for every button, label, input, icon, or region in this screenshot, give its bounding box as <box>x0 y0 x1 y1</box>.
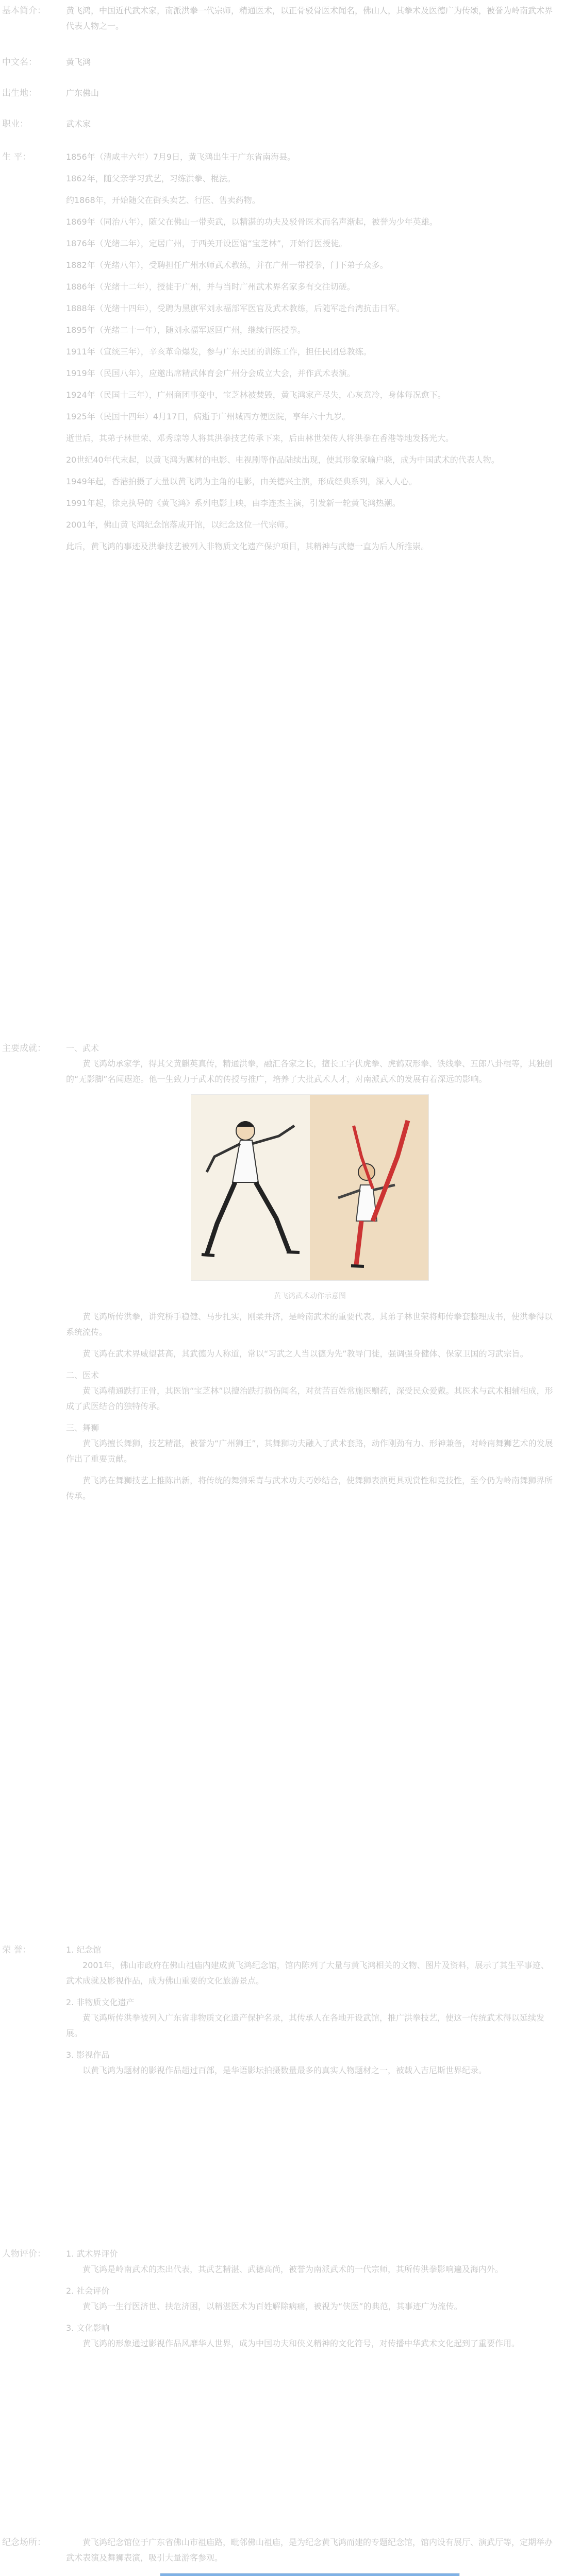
evaluation-para-2: 黄飞鸿一生行医济世、扶危济困，以精湛医术为百姓解除病痛，被视为“侠医”的典范，其事迹广为流传。 <box>82 2301 462 2311</box>
achievements-heading-medicine: 二、医术 <box>66 1370 99 1380</box>
honors-section <box>2 1942 564 2084</box>
timeline-entry: 1911年（宣统三年），辛亥革命爆发，参与广东民团的训练工作，担任民团总教练。 <box>66 347 372 357</box>
timeline-entry: 1886年（光绪十二年），授徒于广州，并与当时广州武术界名家多有交往切磋。 <box>66 282 355 292</box>
name-value: 黄飞鸿 <box>66 57 91 67</box>
timeline-entry: 1876年（光绪二年），定居广州，于西关开设医馆“宝芝林”，开始行医授徒。 <box>66 239 347 248</box>
figure-martial-arts <box>66 1094 554 1304</box>
intro-text: 黄飞鸿，中国近代武术家，南派洪拳一代宗师，精通医术，以正骨驳骨医术闻名，佛山人，其拳术及医德广为传颂，被誉为岭南武术界代表人物之一。 <box>66 6 553 31</box>
occupation-row <box>2 116 564 132</box>
name-label: 中文名： <box>2 57 37 67</box>
evaluation-body <box>66 2246 564 2358</box>
intro-row <box>2 3 564 34</box>
memorial-intro: 黄飞鸿纪念馆位于广东省佛山市祖庙路，毗邻佛山祖庙，是为纪念黄飞鸿而建的专题纪念馆，馆内设有展厅、演武厅等，定期举办武术表演及舞狮表演，吸引大量游客参观。 <box>66 2537 553 2563</box>
name-row <box>2 55 564 70</box>
timeline-entry: 1949年起，香港拍摄了大量以黄飞鸿为主角的电影，由关德兴主演，形成经典系列，深入人心。 <box>66 477 417 486</box>
honors-label: 荣 誉： <box>2 1945 31 1955</box>
achievements-body <box>66 1041 564 1510</box>
timeline-entry: 1924年（民国十三年），广州商团事变中，宝芝林被焚毁，黄飞鸿家产尽失，心灰意冷，身体每况愈下。 <box>66 390 446 400</box>
martial-arts-image <box>191 1094 429 1281</box>
figure-martial-caption: 黄飞鸿武术动作示意图 <box>274 1292 346 1300</box>
evaluation-heading-3: 3. 文化影响 <box>66 2323 110 2333</box>
evaluation-section <box>2 2246 564 2358</box>
timeline-entry: 1895年（光绪二十一年），随刘永福军返回广州，继续行医授拳。 <box>66 325 306 335</box>
timeline-entry: 约1868年，开始随父在街头卖艺、行医、售卖药物。 <box>66 195 260 205</box>
timeline-entry: 1869年（同治八年），随父在佛山一带卖武，以精湛的功夫及驳骨医术而名声渐起，被誉为少年英雄。 <box>66 217 438 227</box>
birthplace-row <box>2 86 564 101</box>
timeline-list <box>66 149 564 561</box>
evaluation-heading-2: 2. 社会评价 <box>66 2286 110 2296</box>
timeline-entry: 逝世后，其弟子林世荣、邓秀琼等人将其洪拳技艺传承下来，后由林世荣传人将洪拳在香港等地发扬光大。 <box>66 433 454 443</box>
timeline-section <box>2 149 564 561</box>
timeline-entry: 1888年（光绪十四年），受聘为黑旗军刘永福部军医官及武术教练，后随军赴台湾抗击日军。 <box>66 303 405 313</box>
honors-heading-3: 3. 影视作品 <box>66 2050 110 2060</box>
timeline-entry: 2001年，佛山黄飞鸿纪念馆落成开馆，以纪念这位一代宗师。 <box>66 520 293 530</box>
occupation-value: 武术家 <box>66 119 91 129</box>
honors-heading-2: 2. 非物质文化遗产 <box>66 1997 135 2007</box>
achievements-heading-lion-dance: 三、舞狮 <box>66 1423 99 1433</box>
achievements-para-1: 黄飞鸿幼承家学，得其父黄麒英真传，精通洪拳，融汇各家之长，擅长工字伏虎拳、虎鹤双形拳、铁线拳、五郎八卦棍等，其独创的“无影脚”名闻遐迩。他一生致力于武术的传授与推广，培养了大批武术人才，对南派武术的发展有着深远的影响。 <box>66 1059 553 1084</box>
timeline-entry: 1991年起，徐克执导的《黄飞鸿》系列电影上映，由李连杰主演，引发新一轮黄飞鸿热潮。 <box>66 498 401 508</box>
occupation-label: 职业： <box>2 119 28 129</box>
achievements-para-2: 黄飞鸿所传洪拳，讲究桥手稳健、马步扎实，刚柔并济，是岭南武术的重要代表。其弟子林世荣将师传拳套整理成书，使洪拳得以系统流传。 <box>66 1312 553 1337</box>
birthplace-label: 出生地： <box>2 88 37 98</box>
achievements-para-6: 黄飞鸿在舞狮技艺上推陈出新，将传统的舞狮采青与武术功夫巧妙结合，使舞狮表演更具观赏性和竞技性，至今仍为岭南舞狮界所传承。 <box>66 1476 553 1501</box>
achievements-para-3: 黄飞鸿在武术界威望甚高，其武德为人称道，常以“习武之人当以德为先”教导门徒，强调强身健体、保家卫国的习武宗旨。 <box>82 1349 528 1359</box>
memorial-section <box>2 2535 564 2576</box>
honors-para-2: 黄飞鸿所传洪拳被列入广东省非物质文化遗产保护名录，其传承人在各地开设武馆，推广洪拳技艺，使这一传统武术得以延续发展。 <box>66 2013 545 2038</box>
timeline-entry: 1862年，随父亲学习武艺，习练洪拳、棍法。 <box>66 174 236 183</box>
memorial-body <box>66 2535 564 2576</box>
timeline-entry: 1882年（光绪八年），受聘担任广州水师武术教练，并在广州一带授拳，门下弟子众多。 <box>66 260 388 270</box>
memorial-label: 纪念场所： <box>2 2537 46 2548</box>
achievements-para-5: 黄飞鸿擅长舞狮，技艺精湛，被誉为“广州狮王”，其舞狮功夫融入了武术套路，动作刚劲有力、形神兼备，对岭南舞狮艺术的发展作出了重要贡献。 <box>66 1438 553 1464</box>
evaluation-para-1: 黄飞鸿是岭南武术的杰出代表，其武艺精湛、武德高尚，被誉为南派武术的一代宗师，其所传洪拳影响遍及海内外。 <box>82 2264 504 2274</box>
evaluation-label: 人物评价： <box>2 2249 46 2259</box>
evaluation-heading-1: 1. 武术界评价 <box>66 2249 118 2259</box>
timeline-entry: 20世纪40年代末起，以黄飞鸿为题材的电影、电视剧等作品陆续出现，使其形象家喻户晓，成为中国武术的代表人物。 <box>66 455 500 465</box>
birthplace-value: 广东佛山 <box>66 88 99 98</box>
figure-memorial-gate <box>66 2573 554 2576</box>
timeline-label: 生 平： <box>2 152 31 162</box>
honors-para-1: 2001年，佛山市政府在佛山祖庙内建成黄飞鸿纪念馆，馆内陈列了大量与黄飞鸿相关的文物、图片及资料，展示了其生平事迹、武术成就及影视作品，成为佛山重要的文化旅游景点。 <box>66 1960 549 1986</box>
intro-label: 基本简介： <box>2 6 46 16</box>
honors-para-3: 以黄飞鸿为题材的影视作品超过百部，是华语影坛拍摄数量最多的真实人物题材之一，被载入吉尼斯世界纪录。 <box>82 2065 487 2075</box>
achievements-para-4: 黄飞鸿精通跌打正骨，其医馆“宝芝林”以擅治跌打损伤闻名，对贫苦百姓常施医赠药，深受民众爱戴。其医术与武术相辅相成，形成了武医结合的独特传承。 <box>66 1386 553 1411</box>
timeline-entry: 此后，黄飞鸿的事迹及洪拳技艺被列入非物质文化遗产保护项目，其精神与武德一直为后人所推崇。 <box>66 541 429 551</box>
achievements-label: 主要成就： <box>2 1043 46 1054</box>
achievements-section <box>2 1041 564 1510</box>
timeline-entry: 1856年（清咸丰六年）7月9日，黄飞鸿出生于广东省南海县。 <box>66 152 296 162</box>
evaluation-para-3: 黄飞鸿的形象通过影视作品风靡华人世界，成为中国功夫和侠义精神的文化符号，对传播中华武术文化起到了重要作用。 <box>82 2338 520 2348</box>
honors-body <box>66 1942 564 2084</box>
honors-heading-1: 1. 纪念馆 <box>66 1945 102 1955</box>
achievements-heading-martial: 一、武术 <box>66 1043 99 1053</box>
timeline-entry: 1925年（民国十四年）4月17日，病逝于广州城西方便医院，享年六十九岁。 <box>66 412 351 421</box>
timeline-entry: 1919年（民国八年），应邀出席精武体育会广州分会成立大会，并作武术表演。 <box>66 368 355 378</box>
memorial-gate-image <box>160 2573 460 2576</box>
